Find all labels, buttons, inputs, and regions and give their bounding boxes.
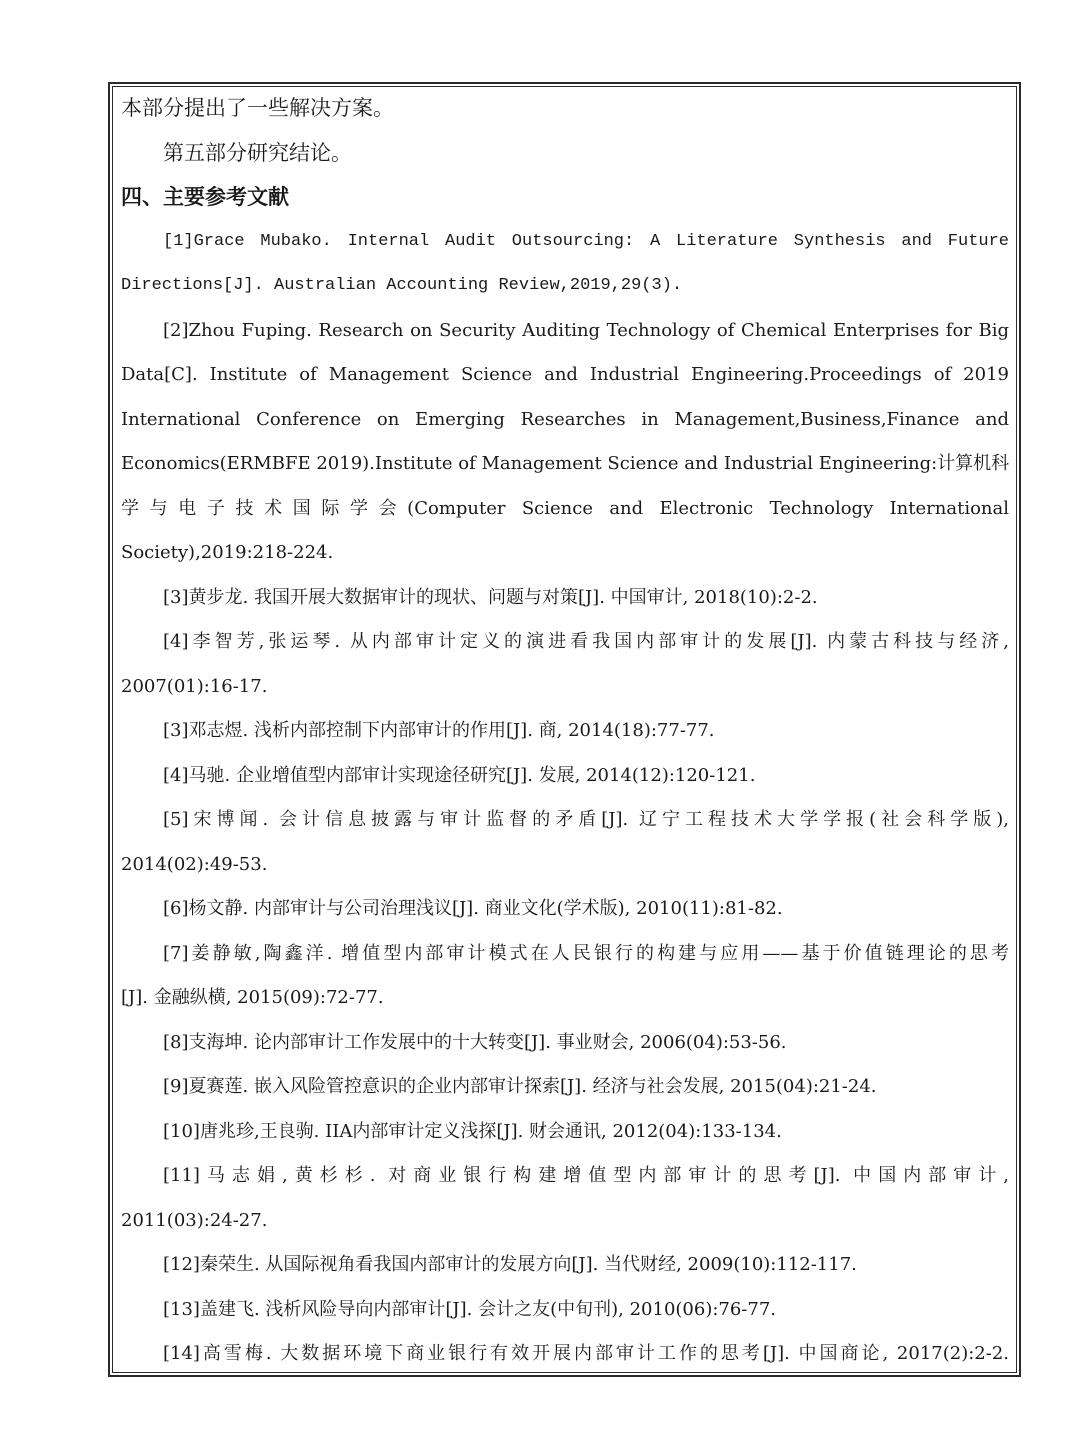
ref-line: [3]邓志煜. 浅析内部控制下内部审计的作用[J]. 商, 2014(18):77-77. <box>163 720 715 741</box>
ref-line: [13]盖建飞. 浅析风险导向内部审计[J]. 会计之友(中旬刊), 2010(06):76-77. <box>163 1298 777 1320</box>
ref-line: 2014(02):49-53. <box>121 853 268 875</box>
ref-line: [14]高雪梅. 大数据环境下商业银行有效开展内部审计工作的思考[J]. 中国商论, 2017(2):2-2. <box>163 1343 1009 1364</box>
ref-line: 学与电子技术国际学会(Computer Science and Electronic Technology International <box>121 497 1009 519</box>
ref-line: 2007(01):16-17. <box>121 675 268 697</box>
section-title: 四、主要参考文献 <box>121 184 289 209</box>
ref-line: [5]宋博闻. 会计信息披露与审计监督的矛盾[J]. 辽宁工程技术大学学报(社会科学版), <box>163 809 1009 830</box>
ref-line: [2]Zhou Fuping. Research on Security Auditing Technology of Chemical Enterprises for Big <box>163 319 1009 341</box>
ref-line: [7]姜静敏,陶鑫洋. 增值型内部审计模式在人民银行的构建与应用——基于价值链理论的思考 <box>163 942 1009 964</box>
ref-line: [4]李智芳,张运琴. 从内部审计定义的演进看我国内部审计的发展[J]. 内蒙古科技与经济, <box>163 631 1009 652</box>
ref-line: International Conference on Emerging Researches in Management,Business,Finance and <box>121 408 1009 430</box>
ref-line: [12]秦荣生. 从国际视角看我国内部审计的发展方向[J]. 当代财经, 2009(10):112-117. <box>163 1254 857 1275</box>
ref-line: 2011(03):24-27. <box>121 1209 268 1231</box>
ref-line: [8]支海坤. 论内部审计工作发展中的十大转变[J]. 事业财会, 2006(04):53-56. <box>163 1031 787 1053</box>
ref-line: [4]马驰. 企业增值型内部审计实现途径研究[J]. 发展, 2014(12):120-121. <box>163 764 756 786</box>
ref-line: Data[C]. Institute of Management Science and Industrial Engineering.Proceedings of 2019 <box>121 364 1009 385</box>
ref-line: [9]夏赛莲. 嵌入风险管控意识的企业内部审计探索[J]. 经济与社会发展, 2015(04):21-24. <box>163 1076 877 1097</box>
ref-line: [J]. 金融纵横, 2015(09):72-77. <box>121 987 384 1008</box>
part5-line: 第五部分研究结论。 <box>163 140 352 165</box>
ref-line: [1]Grace Mubako. Internal Audit Outsourcing: A Literature Synthesis and Future <box>163 231 1009 251</box>
ref-line: [3]黄步龙. 我国开展大数据审计的现状、问题与对策[J]. 中国审计, 2018(10):2-2. <box>163 586 818 608</box>
ref-line: Economics(ERMBFE 2019).Institute of Management Science and Industrial Engineering:计算机科 <box>121 453 1009 474</box>
ref-line: Society),2019:218-224. <box>121 542 334 563</box>
ref-line: [10]唐兆珍,王良驹. IIA内部审计定义浅探[J]. 财会通讯, 2012(04):133-134. <box>163 1120 782 1142</box>
document-body <box>121 86 1009 1377</box>
ref-line: [6]杨文静. 内部审计与公司治理浅议[J]. 商业文化(学术版), 2010(11):81-82. <box>163 898 783 919</box>
ref-line: [11]马志娟,黄杉杉. 对商业银行构建增值型内部审计的思考[J]. 中国内部审计, <box>163 1165 1009 1186</box>
intro-line: 本部分提出了一些解决方案。 <box>121 96 394 120</box>
ref-line: Directions[J]. Australian Accounting Review,2019,29(3). <box>121 276 683 295</box>
